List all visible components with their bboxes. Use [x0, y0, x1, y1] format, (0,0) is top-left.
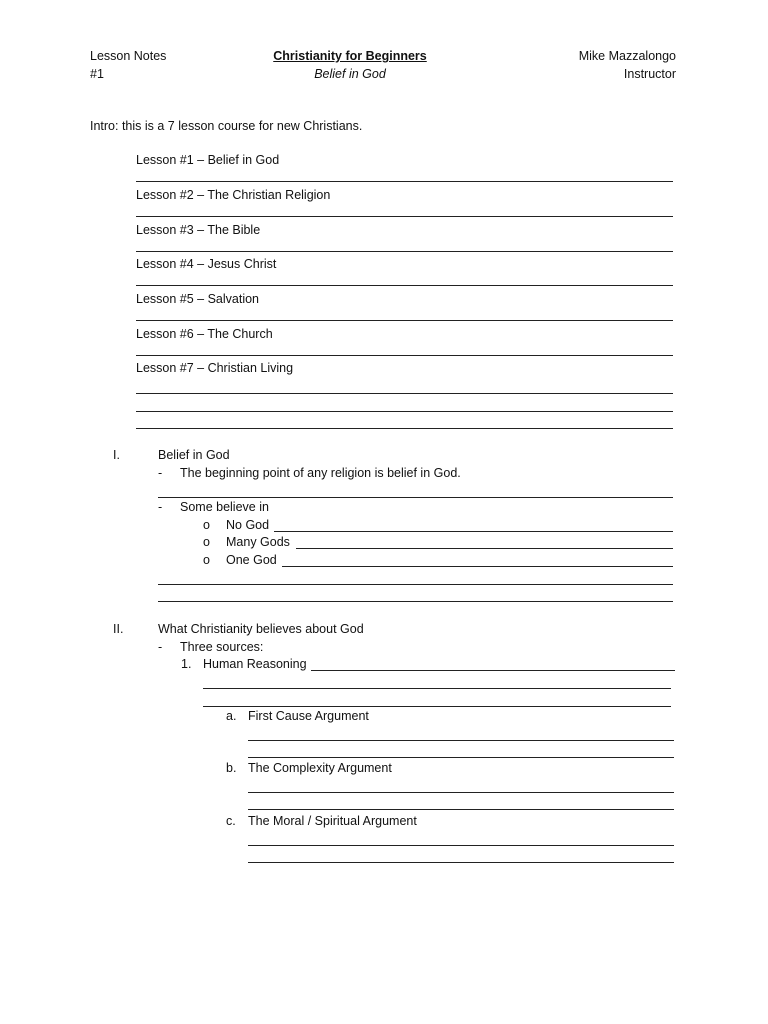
blank-line [274, 531, 673, 532]
blank-line [282, 566, 673, 567]
instructor-name: Mike Mazzalongo [578, 49, 676, 63]
intro-text: Intro: this is a 7 lesson course for new Christians. [90, 119, 363, 133]
blank-line [136, 411, 673, 412]
blank-line [248, 845, 674, 846]
section-numeral: I. [113, 448, 120, 462]
lesson-item: Lesson #6 – The Church [136, 327, 273, 341]
blank-line [158, 601, 673, 602]
blank-line [136, 428, 673, 429]
document-subtitle: Belief in God [314, 67, 386, 81]
lesson-item: Lesson #1 – Belief in God [136, 153, 280, 167]
blank-line [248, 757, 674, 758]
section-numeral: II. [113, 622, 124, 636]
blank-line [136, 181, 673, 182]
bullet-text: The beginning point of any religion is belief in God. [180, 466, 461, 480]
argument-label: The Moral / Spiritual Argument [248, 814, 417, 828]
lesson-item: Lesson #2 – The Christian Religion [136, 188, 331, 202]
blank-line [248, 740, 674, 741]
blank-line [296, 548, 673, 549]
bullet-text: Three sources: [180, 640, 264, 654]
blank-line [136, 320, 673, 321]
lesson-item: Lesson #4 – Jesus Christ [136, 257, 277, 271]
lesson-item: Lesson #3 – The Bible [136, 223, 261, 237]
argument-letter: c. [226, 814, 236, 828]
sub-item: No God [226, 518, 270, 532]
header-lesson-number: #1 [90, 67, 104, 81]
argument-letter: b. [226, 761, 237, 775]
instructor-role: Instructor [623, 67, 676, 81]
section-heading: Belief in God [158, 448, 230, 462]
blank-line [158, 497, 673, 498]
blank-line [248, 792, 674, 793]
blank-line [136, 355, 673, 356]
blank-line [158, 584, 673, 585]
bullet-dash: - [158, 500, 163, 514]
blank-line [203, 706, 671, 707]
blank-line [136, 216, 673, 217]
blank-line [136, 393, 673, 394]
blank-line [311, 670, 675, 671]
blank-line [136, 251, 673, 252]
sub-item: One God [226, 553, 277, 567]
section-heading: What Christianity believes about God [158, 622, 364, 636]
blank-line [136, 285, 673, 286]
item-text: Human Reasoning [203, 657, 307, 671]
item-number: 1. [181, 657, 192, 671]
circle-bullet: o [203, 535, 210, 549]
argument-label: First Cause Argument [248, 709, 369, 723]
header-left-label: Lesson Notes [90, 49, 167, 63]
blank-line [248, 862, 674, 863]
bullet-text: Some believe in [180, 500, 269, 514]
document-title: Christianity for Beginners [273, 49, 427, 63]
lesson-item: Lesson #7 – Christian Living [136, 361, 294, 375]
circle-bullet: o [203, 553, 210, 567]
circle-bullet: o [203, 518, 210, 532]
argument-label: The Complexity Argument [248, 761, 392, 775]
bullet-dash: - [158, 466, 163, 480]
blank-line [203, 688, 671, 689]
sub-item: Many Gods [226, 535, 290, 549]
argument-letter: a. [226, 709, 237, 723]
lesson-item: Lesson #5 – Salvation [136, 292, 260, 306]
blank-line [248, 809, 674, 810]
bullet-dash: - [158, 640, 163, 654]
